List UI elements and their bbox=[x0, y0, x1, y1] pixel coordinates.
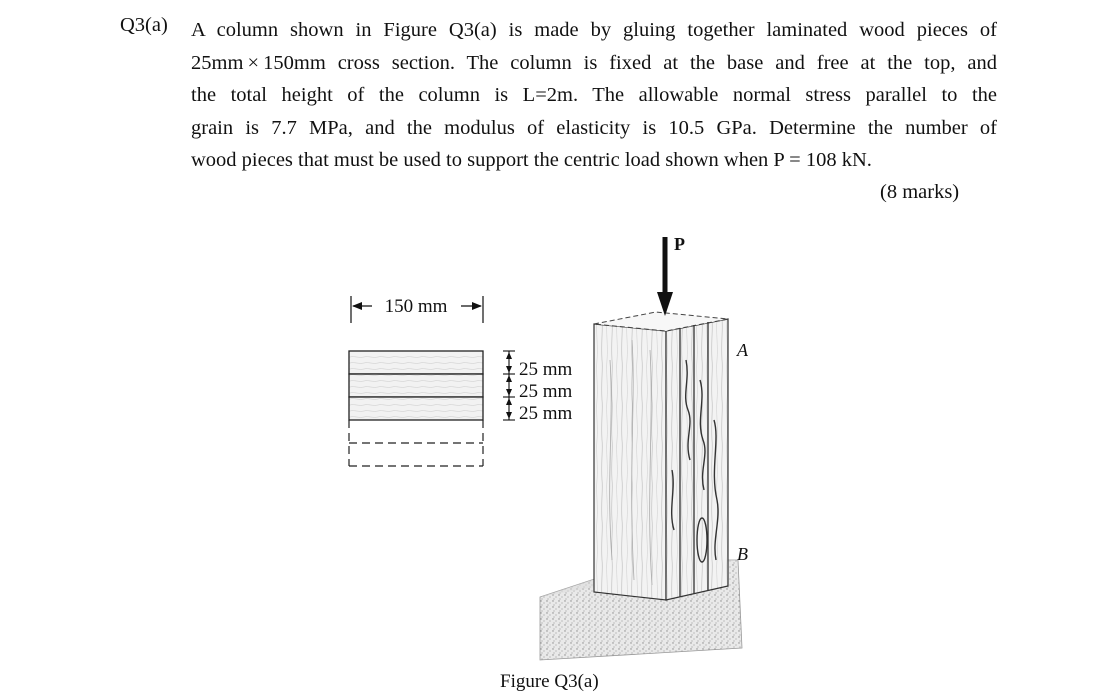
point-b-label: B bbox=[737, 544, 748, 564]
thickness-label-2: 25 mm bbox=[519, 381, 573, 402]
question-line-3: the total height of the column is L=2m. The allowable normal stress parallel to the bbox=[191, 84, 997, 106]
question-line-1: A column shown in Figure Q3(a) is made by gluing together laminated wood pieces of bbox=[191, 19, 997, 41]
cross-section bbox=[349, 296, 573, 466]
figure-caption: Figure Q3(a) bbox=[500, 671, 599, 692]
lamination-3 bbox=[349, 397, 483, 420]
thickness-label-3: 25 mm bbox=[519, 403, 573, 424]
thickness-dimension bbox=[503, 351, 515, 420]
question-number: Q3(a) bbox=[120, 14, 168, 36]
lamination-1 bbox=[349, 351, 483, 374]
thickness-label-1: 25 mm bbox=[519, 359, 573, 380]
point-a-label: A bbox=[737, 340, 748, 360]
column-front-face bbox=[594, 324, 666, 600]
load-label: P bbox=[674, 234, 685, 254]
width-dimension-label: 150 mm bbox=[384, 296, 448, 317]
question-line-2: 25mm × 150mm cross section. The column is fixed at the base and free at the top, and bbox=[191, 51, 997, 74]
question-line-5: wood pieces that must be used to support the centric load shown when P = 108 kN. bbox=[191, 149, 872, 171]
column-drawing bbox=[540, 234, 749, 660]
column-side-face bbox=[666, 319, 728, 600]
question-line-4: grain is 7.7 MPa, and the modulus of elasticity is 10.5 GPa. Determine the number of bbox=[191, 116, 997, 139]
dashed-laminations bbox=[349, 420, 483, 466]
marks-allocation: (8 marks) bbox=[880, 181, 960, 203]
lamination-2 bbox=[349, 374, 483, 397]
